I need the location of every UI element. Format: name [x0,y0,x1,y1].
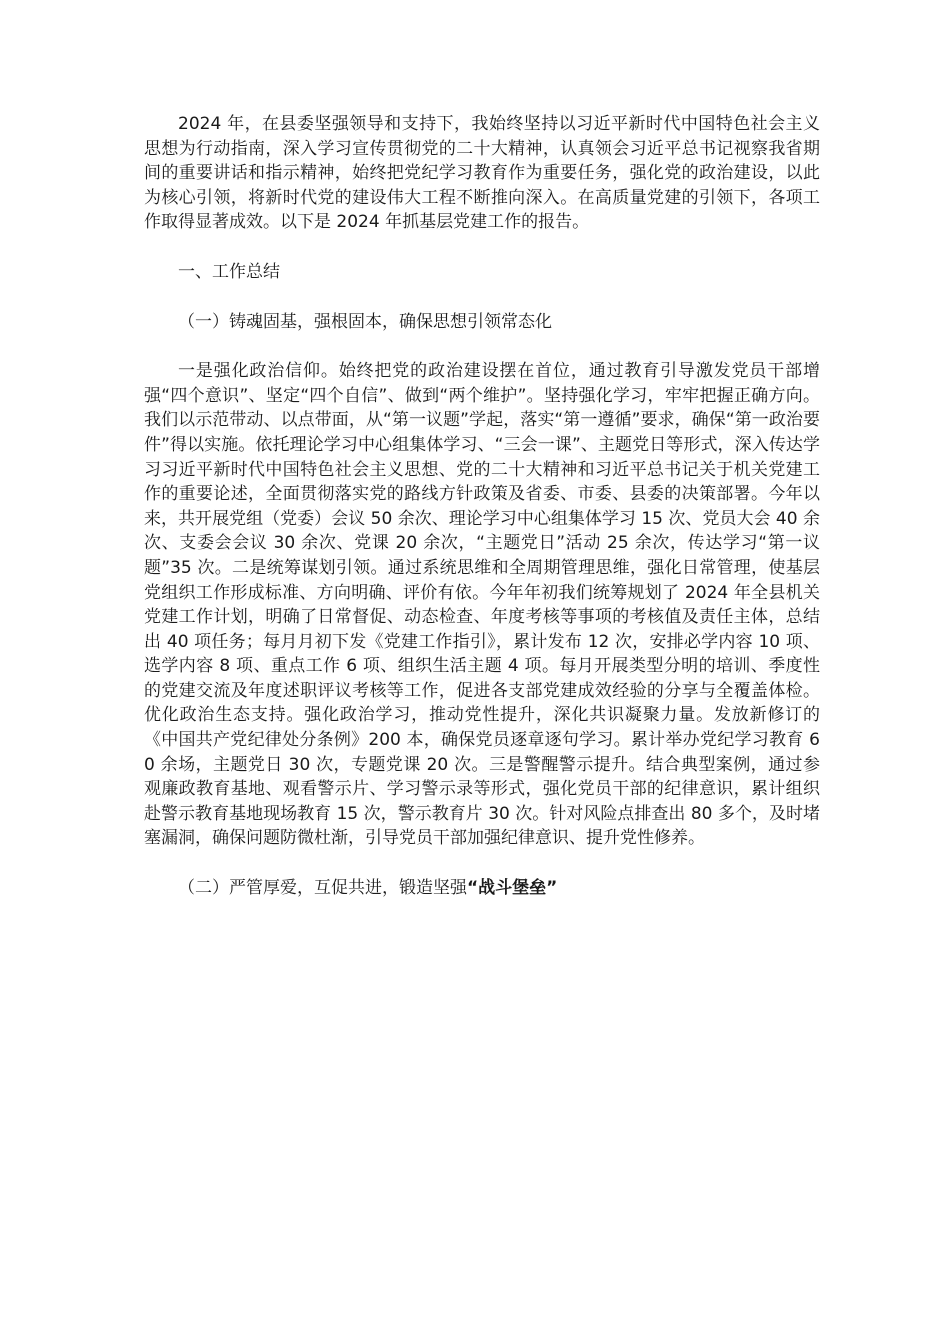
document-page [144,112,820,901]
subsection-heading-2-text: （二）严管厚爱，互促共进，锻造坚强 [178,878,467,899]
subsection-heading-2 [144,876,820,901]
subsection-1-body: 一是强化政治信仰。始终把党的政治建设摆在首位，通过教育引导激发党员干部增强“四个意识”、坚定“四个自信”、做到“两个维护”。坚持强化学习，牢牢把握正确方向。我们以示范带动、以点带面，从“第一议题”学起，落实“第一遵循”要求，确保“第一政治要件”得以实施。依托理论学习中心组集体学习、“三会一课”、主题党日等形式，深入传达学习习近平新时代中国特色社会主义思想、党的二十大精神和习近平总书记关于机关党建工作的重要论述，全面贯彻落实党的路线方针政策及省委、市委、县委的决策部署。今年以来，共开展党组（党委）会议 50 余次、理论学习中心组集体学习 15 次、党员大会 40 余次、支委会会议 30 余次、党课 20 余次，“主题党日”活动 25 余次，传达学习“第一议题”35 次。二是统筹谋划引领。通过系统思维和全周期管理思维，强化日常管理，使基层党组织工作形成标准、方向明确、评价有依。今年年初我们统筹规划了 2024 年全县机关党建工作计划，明确了日常督促、动态检查、年度考核等事项的考核值及责任主体，总结出 40 项任务；每月月初下发《党建工作指引》，累计发布 12 次，安排必学内容 10 项、选学内容 8 项、重点工作 6 项、组织生活主题 4 项。每月开展类型分明的培训、季度性的党建交流及年度述职评议考核等工作，促进各支部党建成效经验的分享与全覆盖体检。优化政治生态支持。强化政治学习，推动党性提升，深化共识凝聚力量。发放新修订的《中国共产党纪律处分条例》200 本，确保党员逐章逐句学习。累计举办党纪学习教育 60 余场，主题党日 30 次，专题党课 20 次。三是警醒警示提升。结合典型案例，通过参观廉政教育基地、观看警示片、学习警示录等形式，强化党员干部的纪律意识，累计组织赴警示教育基地现场教育 15 次，警示教育片 30 次。针对风险点排查出 80 多个，及时堵塞漏洞，确保问题防微杜渐，引导党员干部加强纪律意识、提升党性修养。 [144,361,820,849]
subsection-heading-2-emphasis: “战斗堡垒” [467,878,558,899]
subsection-heading-1: （一）铸魂固基，强根固本，确保思想引领常态化 [178,311,552,332]
section-heading-work-summary: 一、工作总结 [178,261,280,282]
intro-paragraph: 2024 年，在县委坚强领导和支持下，我始终坚持以习近平新时代中国特色社会主义思想为行动指南，深入学习宣传贯彻党的二十大精神，认真领会习近平总书记视察我省期间的重要讲话和指示精神，始终把党纪学习教育作为重要任务，强化党的政治建设，以此为核心引领，将新时代党的建设伟大工程不断推向深入。在高质量党建的引领下，各项工作取得显著成效。以下是 2024 年抓基层党建工作的报告。 [144,114,820,233]
